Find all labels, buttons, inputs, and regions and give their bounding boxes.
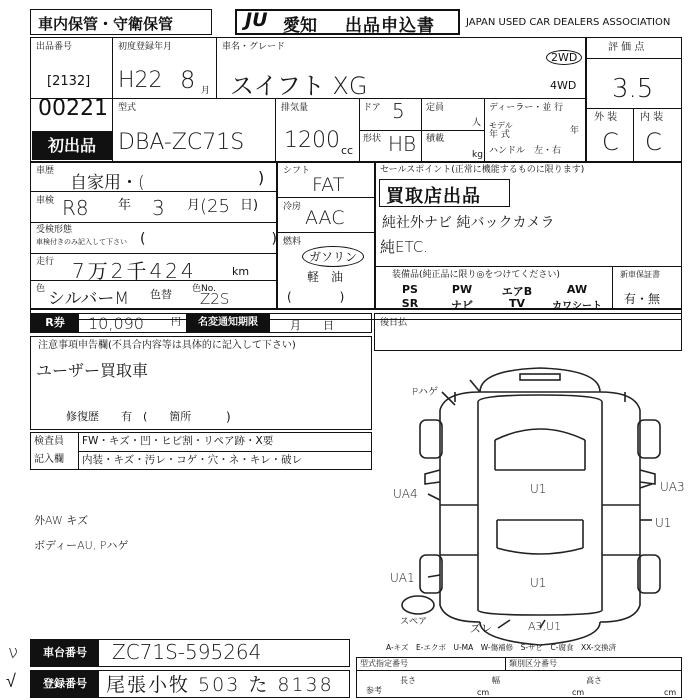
category-number-label: 類別区分番号 <box>509 659 557 668</box>
org-name: 愛知 <box>283 16 317 36</box>
score-value: 3.5 <box>612 74 654 104</box>
color-code-label: 色No. <box>192 284 216 294</box>
first-reg-label: 初度登録年月 <box>118 42 173 52</box>
shift-label: シフト <box>283 166 311 176</box>
cc-unit: cc <box>341 144 354 157</box>
inspection-month: 3 <box>152 196 165 220</box>
caution-label: 注意事項申告欄(不具合内容等は具体的に記入して下さい) <box>38 340 296 351</box>
model-name: スイフト XG <box>230 72 368 100</box>
inspection-year-unit: 年 <box>118 198 132 213</box>
recycle-label: R券 <box>31 314 79 332</box>
ju-logo: JU <box>245 9 268 31</box>
exterior-grade: C <box>602 128 619 156</box>
storage-label: 車内保管・守衛保管 <box>38 15 174 33</box>
score-label: 評 価 点 <box>608 42 645 53</box>
check-mark-2: √ <box>6 671 16 692</box>
reference-label: 参考 <box>366 686 382 695</box>
inspection-era-year: R8 <box>62 196 89 220</box>
displacement-value: 1200 <box>284 128 340 153</box>
drive-2wd: 2WD <box>546 50 582 65</box>
km-unit: km <box>232 265 250 278</box>
fuel-gasoline: ガソリン <box>302 246 364 267</box>
lot-number-label: 出品番号 <box>36 42 73 52</box>
dealer-label: ディーラー・並 行 <box>489 103 564 113</box>
free-note-2: ボディーAU, Pハゲ <box>34 539 129 552</box>
equip-leather-seat: カワシート <box>552 301 602 312</box>
buyback-stamp-text: 買取店出品 <box>386 186 481 207</box>
diagram-mark-right-door: UA3 <box>660 480 685 494</box>
spare-label: スペア <box>400 617 428 627</box>
equip-sr: SR <box>401 297 419 310</box>
equip-airbag: エアB <box>501 285 533 298</box>
first-reg-month: 8 <box>180 66 196 94</box>
color-change-label: 色替 <box>150 288 172 301</box>
inspection-day: (25 <box>200 196 230 217</box>
displacement-label: 排気量 <box>281 103 309 113</box>
mileage-label: 走行 <box>36 257 55 267</box>
capacity-unit: 人 <box>472 118 482 128</box>
association-name: JAPAN USED CAR DEALERS ASSOCIATION <box>466 17 671 28</box>
title-change-value: 月 日 <box>290 319 334 332</box>
check-list-row1: FW・キズ・凹・ヒビ割・リペア跡・X要 <box>82 435 274 447</box>
shift-value: FAT <box>312 174 345 196</box>
type-label: 型式 <box>118 103 137 113</box>
warranty-label: 新車保証書 <box>620 270 660 279</box>
diagram-mark-tailgate: U1 <box>530 576 547 590</box>
diagram-mark-left-rear: UA1 <box>390 571 415 585</box>
color-value: シルバーM <box>48 289 130 309</box>
interior-label: 内 装 <box>640 112 664 123</box>
type-value: DBA-ZC71S <box>118 130 245 155</box>
receipt-note: 車検付きのみ記入して下さい <box>36 238 127 246</box>
diagram-mark-right-rear: U1 <box>655 516 672 530</box>
diagram-mark-front-left: Pハゲ <box>412 387 439 398</box>
kg-unit: kg <box>472 150 483 160</box>
shape-label: 形状 <box>363 134 382 144</box>
length-unit: cm <box>477 688 490 697</box>
doors-value: 5 <box>392 99 405 123</box>
free-note-1: 外AW キズ <box>34 514 89 527</box>
capacity-label: 定員 <box>426 103 445 113</box>
loading-label: 積載 <box>426 134 445 144</box>
diagram-mark-rear-shift: ズレ <box>470 622 492 635</box>
first-reg-month-unit: 月 <box>201 86 211 96</box>
caution-text: ユーザー買取車 <box>36 361 149 380</box>
inspector-label: 検査員 <box>34 436 64 447</box>
interior-grade: C <box>645 128 662 156</box>
mileage-value: 7万2千424 <box>72 259 197 283</box>
recycle-value: 10,090 <box>88 314 144 333</box>
sales-points-label: セールスポイント(正常に機能するものに限ります) <box>380 165 585 175</box>
color-label: 色 <box>36 284 46 294</box>
height-label: 高さ <box>586 676 602 685</box>
warranty-value: 有・無 <box>624 292 661 306</box>
color-code: Z2S <box>200 290 230 308</box>
diagram-mark-left-door: UA4 <box>393 487 418 501</box>
ac-value: AAC <box>305 207 345 229</box>
equip-navi: ナビ <box>451 299 473 312</box>
chassis-value: ZC71S-595264 <box>112 640 262 664</box>
width-unit: cm <box>572 688 585 697</box>
year-unit: 年 <box>570 126 580 136</box>
remarks-label: 後日払 <box>380 318 408 328</box>
length-label: 長さ <box>400 676 416 685</box>
plate-value: 尾張小牧 503 た 8138 <box>106 674 334 696</box>
first-listing-badge: 初出品 <box>32 131 112 160</box>
designated-number-label: 型式指定番号 <box>360 659 408 668</box>
receipt-paren: ( ) <box>140 231 277 247</box>
year-label: 年 式 <box>489 130 510 140</box>
equip-pw: PW <box>451 283 473 296</box>
check-list-row2: 内装・キズ・汚レ・コゲ・穴・ネ・キレ・破レ <box>82 454 303 466</box>
repair-close-paren: ) <box>226 410 231 424</box>
shape-value: HB <box>388 132 417 156</box>
height-unit: cm <box>664 688 677 697</box>
lot-number: 00221 <box>38 96 108 121</box>
diagram-mark-roof: U1 <box>530 482 547 496</box>
history-label: 車歴 <box>36 166 55 176</box>
equip-aw: AW <box>566 283 588 296</box>
sales-points-line1: 純社外ナビ 純バックカメラ <box>382 215 555 231</box>
fuel-diesel: 軽 油 <box>307 270 344 284</box>
equipment-label: 装備品(純正品に限り◎をつけてください) <box>392 270 560 280</box>
entry-label: 記入欄 <box>34 454 64 465</box>
check-mark-1: ν <box>8 642 19 663</box>
inspection-day-unit: 日) <box>240 198 259 213</box>
doors-label: ドア <box>363 103 381 113</box>
title-change-label: 名変通知期限 <box>186 314 270 332</box>
inspection-month-unit: 月 <box>187 198 201 213</box>
plate-label: 登録番号 <box>31 671 99 697</box>
fuel-label: 燃料 <box>283 237 302 247</box>
repair-history: 修復歴 有 ( 箇所 <box>66 410 192 423</box>
model-year-label: モデル <box>489 121 513 130</box>
exterior-label: 外 装 <box>594 112 618 123</box>
fuel-other: ( ) <box>287 290 345 304</box>
first-reg-era-year: H22 <box>118 68 163 93</box>
sales-points-line2: 純ETC. <box>380 238 429 256</box>
damage-legend: A-キズ E-エクボ U-MA W-傷補修 S-サビ C-腐食 XX-交換済 <box>386 643 617 652</box>
form-title: 出品申込書 <box>345 16 435 36</box>
lot-code: [2132] <box>47 74 91 89</box>
history-value: 自家用・( <box>70 173 145 193</box>
chassis-label: 車台番号 <box>31 640 99 666</box>
width-label: 幅 <box>492 676 500 685</box>
ac-label: 冷房 <box>283 202 302 212</box>
equip-ps: PS <box>402 283 418 296</box>
equip-tv: TV <box>508 297 526 310</box>
diagram-mark-rear-bumper: A3,U1 <box>528 620 562 633</box>
model-label: 車名・グレード <box>222 42 286 52</box>
handle-label: ハンドル 左・右 <box>489 146 562 156</box>
receipt-label: 受検形態 <box>36 225 73 235</box>
inspection-label: 車検 <box>36 196 55 206</box>
yen-unit: 円 <box>171 317 181 328</box>
drive-4wd: 4WD <box>550 79 577 92</box>
history-close: ) <box>258 168 265 187</box>
